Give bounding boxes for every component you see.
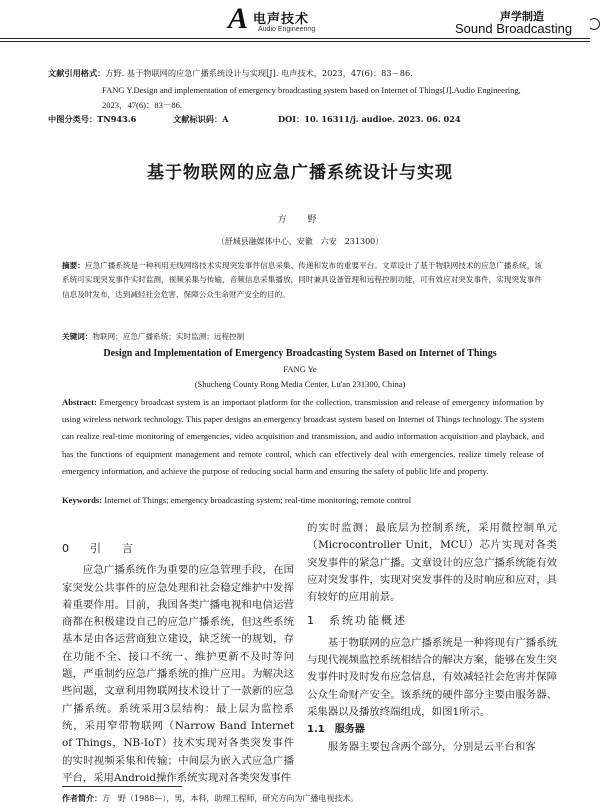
continued-paragraph: 的实时监测；最底层为控制系统，采用微控制单元（Microcontroller Unit，MCU）芯片实现对各类突发事件的紧急广播。文章设计的应急广播系统能有效应对突发事件，实现对突发事件的及时响应和应对，具有较好的应用前景。 (307, 522, 557, 604)
journal-name: 电声技术 (253, 12, 310, 27)
subsection-1-1-paragraph: 服务器主要包含两个部分，分别是云平台和客 (327, 740, 536, 753)
keywords-cn (62, 331, 542, 342)
abstract-cn (62, 259, 542, 302)
keywords-en-text: Internet of Things; emergency broadcasting system; real-time monitoring; remote control (104, 495, 412, 505)
body-column-right (307, 520, 557, 756)
keywords-en (62, 495, 552, 505)
doc-code-label: 文献标识码： (173, 114, 223, 124)
affiliation-cn: （舒城县融媒体中心，安徽 六安 231300） (216, 237, 384, 246)
doc-code-value: A (222, 114, 229, 124)
keywords-en-label: Keywords: (62, 495, 103, 505)
author-name-cn: 方 野 (277, 215, 323, 225)
abstract-en-label: Abstract: (62, 397, 97, 407)
doi-label: DOI： (278, 114, 305, 124)
header-rule-secondary (0, 41, 590, 42)
corner-hook-icon (588, 18, 600, 30)
abstract-cn-label: 摘要： (62, 261, 85, 270)
body-column-left (62, 540, 294, 787)
article-title-cn: 基于物联网的应急广播系统设计与实现 (147, 163, 453, 183)
citation-en-line2: 2023，47(6)：83－86. (102, 100, 183, 110)
doi-value: 10. 16311/j. audioe. 2023. 06. 024 (304, 114, 461, 124)
footnote-text: 方 野（1988—），男，本科，助理工程师，研究方向为广播电视技术。 (102, 794, 359, 803)
section-0-heading: 0 引 言 (62, 542, 138, 555)
footnote-rule (62, 786, 182, 787)
abstract-en-text: Emergency broadcast system is an important platform for the collection, transmission and release of emergency information by using wireless network technology. This paper designs an emergency broadcast system based on Internet of Things technology. The system can realize real-time monitoring of emergencies, video acquisition and transmission, and audio information acquisition and playback, and has the functions of equipment management and remote control, which can effectively deal with emergencies, realize timely release of emergency information, and achieve the purpose of reducing social harm and ensuring the safety of public life and property. (62, 397, 544, 476)
keywords-cn-text: 物联网；应急广播系统；实时监测；远程控制 (92, 332, 245, 341)
citation-label: 文献引用格式： (48, 68, 106, 78)
subsection-1-1-heading: 1.1 服务器 (307, 724, 365, 736)
citation-en (102, 83, 572, 113)
citation-en-line1: FANG Y.Design and implementation of emergency broadcasting system based on Internet of Things[J].Audio Engineering, (102, 85, 521, 95)
abstract-en (62, 394, 544, 480)
section-1-paragraph: 基于物联网的应急广播系统是一种将现有广播系统与现代视频监控系统相结合的解决方案，能够在发生突发事件时及时发布应急信息，有效减轻社会危害并保障公众生命财产安全。该系统的硬件部分主要由服务器、采集器以及播放终端组成，如图1所示。 (307, 636, 557, 718)
abstract-cn-text: 应急广播系统是一种利用无线网络技术实现突发事件信息采集、传递和发布的重要平台。文章设计了基于物联网技术的应急广播系统，该系统可实现突发事件实时监测，视频采集与传输，音频信息采集播放，同时兼具设备管理和远程控制功能，可有效应对突发事件，实现突发事件信息及时发布，达到减轻社会危害、保障公众生命财产安全的目的。 (62, 261, 542, 299)
section-label-cn: 声学制造 (500, 10, 544, 23)
author-footnote (62, 793, 562, 804)
classification-line (48, 114, 568, 125)
clc-label: 中图分类号： (48, 114, 98, 124)
keywords-cn-label: 关键词： (62, 332, 93, 341)
citation-text-cn: 方野. 基于物联网的应急广播系统设计与实现[J]. 电声技术，2023，47(6)：83－86. (105, 68, 413, 78)
section-label-en: Sound Broadcasting (455, 21, 573, 36)
section-1-heading: 1 系统功能概述 (307, 614, 407, 628)
journal-subtitle: Audio Engineering (258, 26, 316, 33)
citation-cn (48, 66, 568, 80)
article-title-en: Design and Implementation of Emergency Broadcasting System Based on Internet of Things (103, 348, 497, 359)
journal-logo: A (228, 2, 249, 35)
header-rule (0, 38, 590, 39)
section-0-paragraph: 应急广播系统作为重要的应急管理手段，在国家突发公共事件的应急处理和社会稳定维护中发挥着重要作用。目前，我国各类广播电视和电信运营商都在积极建设自己的应急广播系统，但这些系统基本是由各运营商独立建设，缺乏统一的规划，存在功能不全、接口不统一、维护更新不及时等问题，严重制约应急广播系统的推广应用。为解决这些问题，文章利用物联网技术设计了一款新的应急广播系统。系统采用3层结构：最上层为监控系统，采用窄带物联网（Narrow Band Internet of Things，NB-IoT）技术实现对各类突发事件的实时视频采集和传输；中间层为嵌入式应急广播平台，采用Android操作系统实现对各类突发事件 (62, 564, 294, 784)
footnote-label: 作者简介： (62, 794, 102, 803)
author-name-en: FANG Ye (283, 364, 317, 374)
affiliation-en: (Shucheng County Rong Media Center, Lu'an 231300, China) (194, 379, 406, 389)
clc-value: TN943.6 (97, 114, 137, 124)
